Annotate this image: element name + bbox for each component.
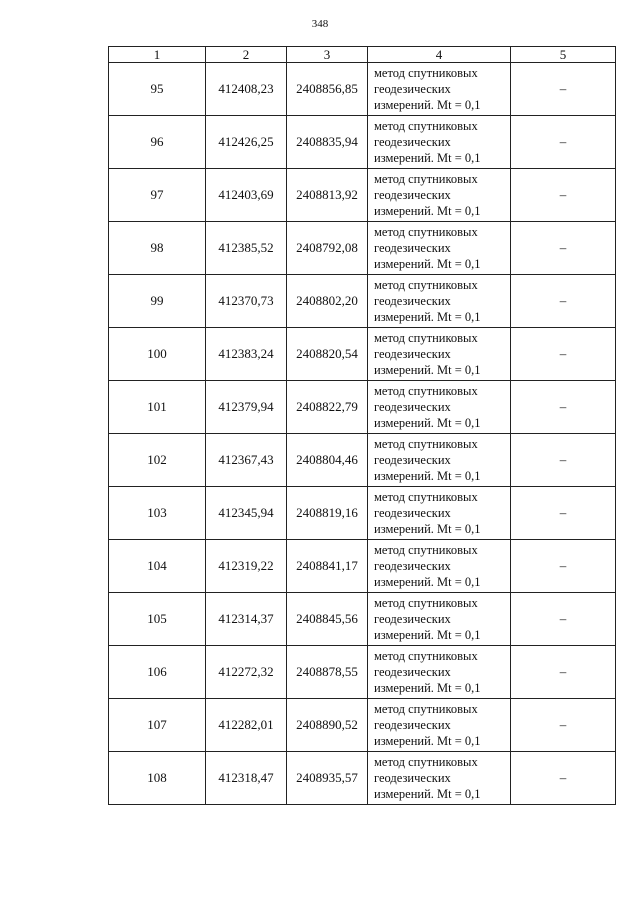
method-line: геодезических [374,135,451,149]
note-cell: – [511,381,616,434]
y-coordinate-cell: 2408792,08 [287,222,368,275]
method-cell [368,328,511,381]
x-coordinate-cell: 412319,22 [206,540,287,593]
point-number-cell: 103 [109,487,206,540]
method-line: измерений. Mt = 0,1 [374,310,481,324]
method-line: метод спутниковых [374,384,478,398]
y-coordinate-cell: 2408856,85 [287,63,368,116]
point-number-cell: 100 [109,328,206,381]
table-header [109,47,616,63]
method-line: геодезических [374,718,451,732]
table-row [109,328,616,381]
note-cell: – [511,116,616,169]
method-line: геодезических [374,506,451,520]
header-row [109,47,616,63]
method-line: измерений. Mt = 0,1 [374,416,481,430]
method-line: геодезических [374,559,451,573]
header-col-2: 2 [206,47,287,63]
note-cell: – [511,169,616,222]
table-row [109,752,616,805]
method-line: метод спутниковых [374,437,478,451]
x-coordinate-cell: 412345,94 [206,487,287,540]
method-line: метод спутниковых [374,119,478,133]
table-row [109,222,616,275]
y-coordinate-cell: 2408802,20 [287,275,368,328]
header-col-3: 3 [287,47,368,63]
header-col-4: 4 [368,47,511,63]
y-coordinate-cell: 2408813,92 [287,169,368,222]
table-row [109,699,616,752]
method-cell [368,699,511,752]
point-number-cell: 108 [109,752,206,805]
method-line: геодезических [374,294,451,308]
point-number-cell: 96 [109,116,206,169]
method-line: метод спутниковых [374,490,478,504]
method-cell [368,222,511,275]
method-line: измерений. Mt = 0,1 [374,522,481,536]
method-line: метод спутниковых [374,66,478,80]
table-row [109,540,616,593]
note-cell: – [511,646,616,699]
note-cell: – [511,752,616,805]
y-coordinate-cell: 2408819,16 [287,487,368,540]
x-coordinate-cell: 412426,25 [206,116,287,169]
table-row [109,169,616,222]
y-coordinate-cell: 2408804,46 [287,434,368,487]
table-row [109,116,616,169]
coordinates-table [108,46,616,805]
method-cell [368,63,511,116]
x-coordinate-cell: 412383,24 [206,328,287,381]
header-col-1: 1 [109,47,206,63]
y-coordinate-cell: 2408822,79 [287,381,368,434]
method-line: геодезических [374,665,451,679]
x-coordinate-cell: 412318,47 [206,752,287,805]
method-line: метод спутниковых [374,649,478,663]
method-line: измерений. Mt = 0,1 [374,787,481,801]
point-number-cell: 107 [109,699,206,752]
table-row [109,381,616,434]
point-number-cell: 101 [109,381,206,434]
table-body [109,63,616,805]
y-coordinate-cell: 2408878,55 [287,646,368,699]
note-cell: – [511,540,616,593]
method-line: измерений. Mt = 0,1 [374,628,481,642]
y-coordinate-cell: 2408820,54 [287,328,368,381]
note-cell: – [511,222,616,275]
method-cell [368,381,511,434]
header-col-5: 5 [511,47,616,63]
x-coordinate-cell: 412370,73 [206,275,287,328]
y-coordinate-cell: 2408845,56 [287,593,368,646]
y-coordinate-cell: 2408841,17 [287,540,368,593]
table-row [109,434,616,487]
point-number-cell: 106 [109,646,206,699]
point-number-cell: 104 [109,540,206,593]
method-line: измерений. Mt = 0,1 [374,575,481,589]
method-cell [368,116,511,169]
table-row [109,275,616,328]
method-cell [368,487,511,540]
method-line: метод спутниковых [374,543,478,557]
x-coordinate-cell: 412385,52 [206,222,287,275]
page-number: 348 [311,18,329,30]
method-line: геодезических [374,347,451,361]
table-row [109,593,616,646]
method-line: измерений. Mt = 0,1 [374,257,481,271]
method-line: геодезических [374,771,451,785]
note-cell: – [511,63,616,116]
method-line: геодезических [374,612,451,626]
method-line: измерений. Mt = 0,1 [374,204,481,218]
note-cell: – [511,487,616,540]
method-line: метод спутниковых [374,755,478,769]
x-coordinate-cell: 412282,01 [206,699,287,752]
method-line: измерений. Mt = 0,1 [374,363,481,377]
method-line: измерений. Mt = 0,1 [374,98,481,112]
table-row [109,646,616,699]
note-cell: – [511,593,616,646]
method-cell [368,434,511,487]
x-coordinate-cell: 412314,37 [206,593,287,646]
method-line: геодезических [374,453,451,467]
point-number-cell: 99 [109,275,206,328]
method-line: геодезических [374,82,451,96]
method-cell [368,752,511,805]
table-row [109,487,616,540]
method-line: метод спутниковых [374,596,478,610]
point-number-cell: 98 [109,222,206,275]
table-row [109,63,616,116]
method-line: метод спутниковых [374,331,478,345]
method-line: метод спутниковых [374,225,478,239]
x-coordinate-cell: 412367,43 [206,434,287,487]
method-cell [368,169,511,222]
method-line: измерений. Mt = 0,1 [374,151,481,165]
point-number-cell: 97 [109,169,206,222]
x-coordinate-cell: 412272,32 [206,646,287,699]
y-coordinate-cell: 2408835,94 [287,116,368,169]
method-line: метод спутниковых [374,278,478,292]
x-coordinate-cell: 412408,23 [206,63,287,116]
method-line: измерений. Mt = 0,1 [374,469,481,483]
method-cell [368,646,511,699]
y-coordinate-cell: 2408890,52 [287,699,368,752]
note-cell: – [511,434,616,487]
point-number-cell: 102 [109,434,206,487]
note-cell: – [511,699,616,752]
x-coordinate-cell: 412403,69 [206,169,287,222]
method-line: измерений. Mt = 0,1 [374,734,481,748]
method-cell [368,275,511,328]
method-line: метод спутниковых [374,172,478,186]
method-line: геодезических [374,188,451,202]
method-line: метод спутниковых [374,702,478,716]
method-cell [368,540,511,593]
y-coordinate-cell: 2408935,57 [287,752,368,805]
method-line: измерений. Mt = 0,1 [374,681,481,695]
point-number-cell: 105 [109,593,206,646]
method-line: геодезических [374,241,451,255]
method-line: геодезических [374,400,451,414]
x-coordinate-cell: 412379,94 [206,381,287,434]
note-cell: – [511,275,616,328]
method-cell [368,593,511,646]
point-number-cell: 95 [109,63,206,116]
note-cell: – [511,328,616,381]
